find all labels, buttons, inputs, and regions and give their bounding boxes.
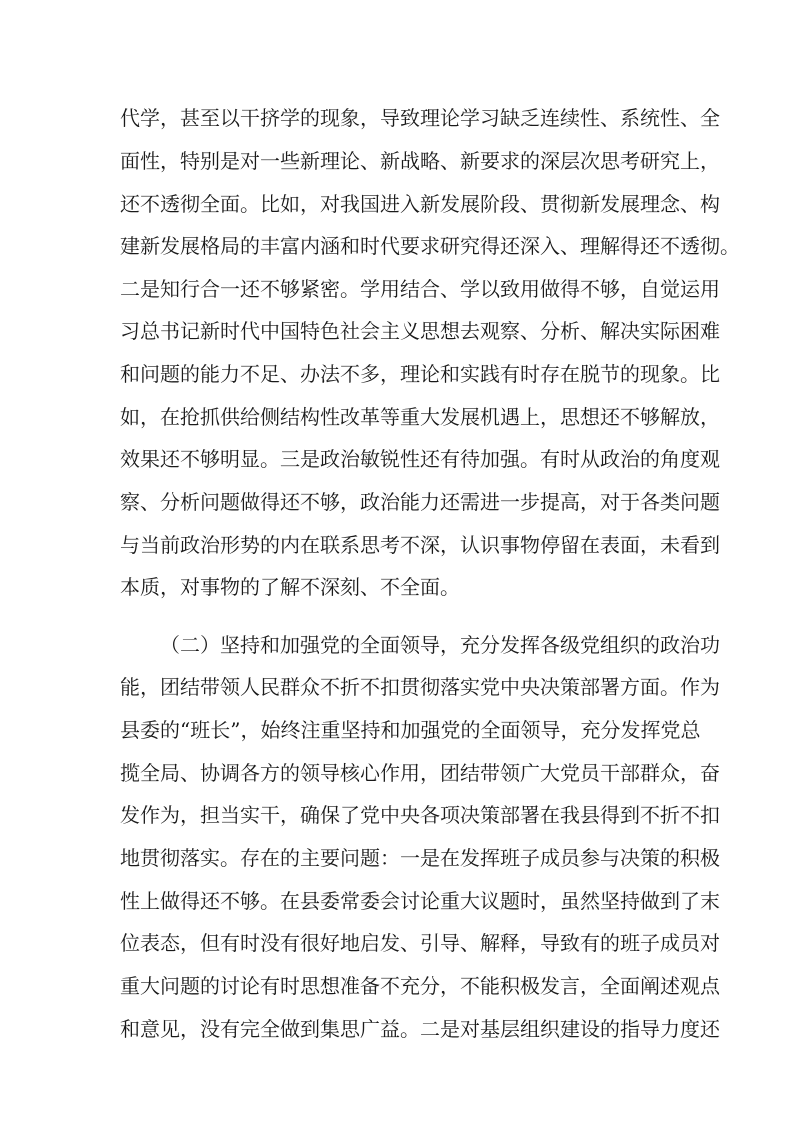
paragraph-line: 察、分析问题做得还不够，政治能力还需进一步提高，对于各类问题 [120, 490, 720, 514]
paragraph-line: 位表态，但有时没有很好地启发、引导、解释，导致有的班子成员对 [120, 931, 720, 955]
paragraph-line: 习总书记新时代中国特色社会主义思想去观察、分析、解决实际困难 [120, 319, 720, 343]
paragraph-line: 建新发展格局的丰富内涵和时代要求研究得还深入、理解得还不透彻。 [120, 234, 740, 258]
paragraph-line: 还不透彻全面。比如，对我国进入新发展阶段、贯彻新发展理念、构 [120, 192, 720, 216]
paragraph-line: 重大问题的讨论有时思想准备不充分，不能积极发言，全面阐述观点 [120, 974, 720, 998]
paragraph-line: 性上做得还不够。在县委常委会讨论重大议题时，虽然坚持做到了末 [120, 889, 720, 913]
paragraph-line: 能，团结带领人民群众不折不扣贯彻落实党中央决策部署方面。作为 [120, 675, 720, 699]
paragraph-line: 代学，甚至以干挤学的现象，导致理论学习缺乏连续性、系统性、全 [120, 106, 720, 130]
paragraph-line: 县委的“班长”，始终注重坚持和加强党的全面领导，充分发挥党总 [120, 718, 701, 742]
paragraph-line: 和问题的能力不足、办法不多，理论和实践有时存在脱节的现象。比 [120, 362, 720, 386]
paragraph-line: 如，在抢抓供给侧结构性改革等重大发展机遇上，思想还不够解放， [120, 405, 720, 429]
paragraph-line: 地贯彻落实。存在的主要问题：一是在发挥班子成员参与决策的积极 [120, 846, 720, 870]
paragraph-line: 面性，特别是对一些新理论、新战略、新要求的深层次思考研究上， [120, 149, 720, 173]
paragraph-line: 本质，对事物的了解不深刻、不全面。 [120, 575, 460, 599]
paragraph-line: 二是知行合一还不够紧密。学用结合、学以致用做得不够，自觉运用 [120, 277, 720, 301]
paragraph-line: 揽全局、协调各方的领导核心作用，团结带领广大党员干部群众，奋 [120, 761, 720, 785]
paragraph-line: 效果还不够明显。三是政治敏锐性还有待加强。有时从政治的角度观 [120, 447, 720, 471]
paragraph-line: （二）坚持和加强党的全面领导，充分发挥各级党组织的政治功 [160, 633, 720, 657]
paragraph-line: 与当前政治形势的内在联系思考不深，认识事物停留在表面，未看到 [120, 533, 720, 557]
paragraph-line: 发作为，担当实干，确保了党中央各项决策部署在我县得到不折不扣 [120, 803, 720, 827]
paragraph-line: 和意见，没有完全做到集思广益。二是对基层组织建设的指导力度还 [120, 1017, 720, 1041]
